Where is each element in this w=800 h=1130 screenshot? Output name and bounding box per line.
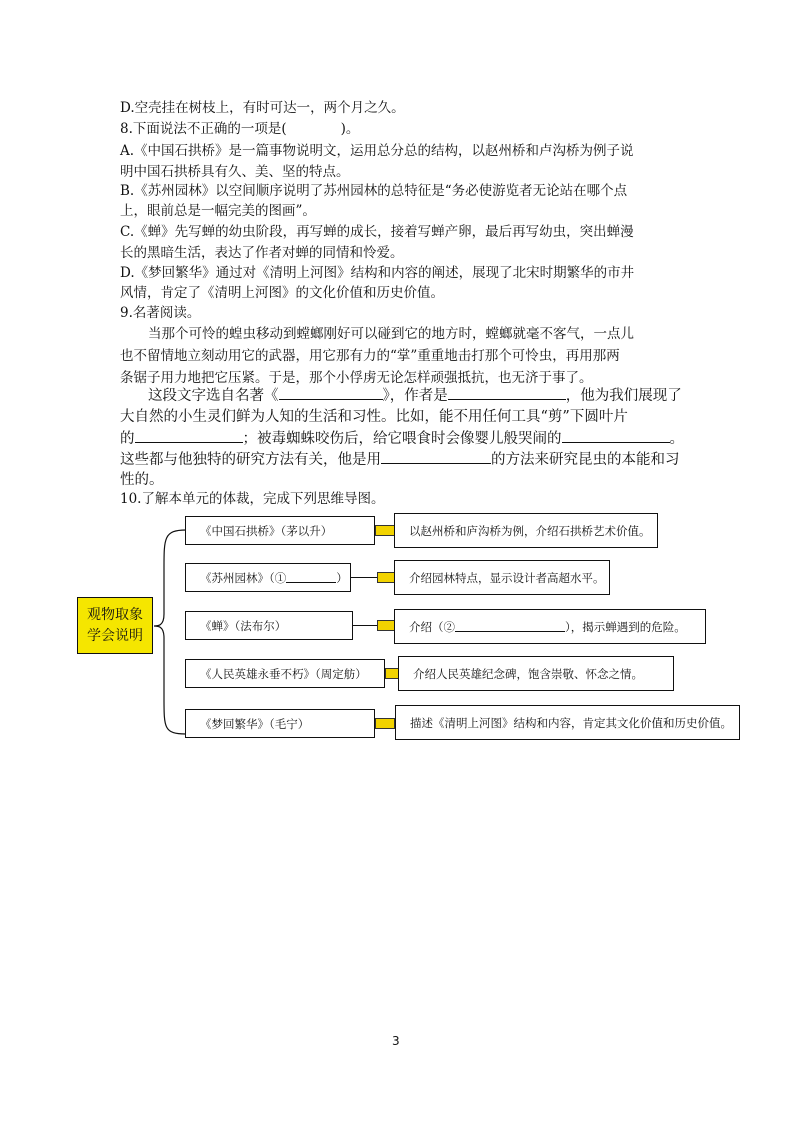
option-a-line1: A.《中国石拱桥》是一篇事物说明文，运用总分总的结构，以赵州桥和卢沟桥为例子说 bbox=[120, 143, 634, 159]
blank-method[interactable] bbox=[381, 449, 491, 464]
mindmap-desc-chan: 介绍（② ），揭示蝉遇到的危险。 bbox=[394, 609, 706, 644]
option-d2-line1: D.《梦回繁华》通过对《清明上河图》结构和内容的阐述，展现了北宋时期繁华的市井 bbox=[120, 265, 635, 281]
passage-line3: 条锯子用力地把它压紧。于是，那个小俘虏无论怎样顽强抵抗，也无济于事了。 bbox=[120, 370, 593, 386]
option-a-line2: 明中国石拱桥具有久、美、坚的特点。 bbox=[120, 164, 350, 180]
fill-line4: 这些都与他独特的研究方法有关，他是用 的方法来研究昆虫的本能和习 bbox=[120, 449, 680, 470]
mindmap-node-shigongqiao: 《中国石拱桥》（茅以升） bbox=[185, 516, 375, 545]
mindmap-desc-menghui: 描述《清明上河图》结构和内容，肯定其文化价值和历史价值。 bbox=[395, 705, 740, 740]
fill-line1: 这段文字选自名著《 》，作者是 ，他为我们展现了 bbox=[148, 385, 682, 406]
mindmap-node-renmin: 《人民英雄永垂不朽》（周定舫） bbox=[185, 659, 385, 688]
question-9: 9.名著阅读。 bbox=[120, 305, 201, 321]
blank-author[interactable] bbox=[448, 385, 566, 400]
blank-book-title[interactable] bbox=[279, 385, 383, 400]
mindmap-brace bbox=[150, 528, 190, 738]
mindmap-node-menghui: 《梦回繁华》（毛宁） bbox=[185, 709, 375, 738]
fill-line5: 性的。 bbox=[120, 472, 164, 488]
option-c-line2: 长的黑暗生活，表达了作者对蝉的同情和怜爱。 bbox=[120, 245, 404, 261]
mindmap-link bbox=[353, 625, 378, 626]
blank-insect-2[interactable] bbox=[562, 428, 670, 443]
mindmap-connector bbox=[375, 718, 395, 729]
mindmap-root: 观物取象 学会说明 bbox=[77, 597, 153, 654]
question-8: 8.下面说法不正确的一项是( )。 bbox=[120, 121, 360, 137]
option-d2-line2: 风情，肯定了《清明上河图》的文化价值和历史价值。 bbox=[120, 285, 444, 301]
mindmap-connector bbox=[375, 525, 395, 536]
blank-2[interactable] bbox=[455, 621, 565, 632]
page-number: 3 bbox=[392, 1034, 400, 1048]
mindmap-node-chan: 《蝉》（法布尔） bbox=[185, 611, 353, 640]
blank-1[interactable] bbox=[286, 572, 336, 583]
fill-line2: 大自然的小生灵们鲜为人知的生活和习性。比如，能不用任何工具“剪”下圆叶片 bbox=[120, 409, 628, 425]
option-d-text: D.空壳挂在树枝上，有时可达一，两个月之久。 bbox=[120, 100, 405, 116]
mindmap-link bbox=[351, 577, 378, 578]
passage-line2: 也不留情地立刻动用它的武器，用它那有力的“掌”重重地击打那个可怜虫，再用那两 bbox=[120, 348, 620, 364]
option-b-line1: B.《苏州园林》以空间顺序说明了苏州园林的总特征是“务必使游览者无论站在哪个点 bbox=[120, 183, 628, 199]
blank-insect-1[interactable] bbox=[135, 428, 243, 443]
fill-line3: 的 ；被毒蜘蛛咬伤后，给它喂食时会像婴儿般哭闹的 。 bbox=[120, 428, 684, 449]
option-b-line2: 上，眼前总是一幅完美的图画”。 bbox=[120, 203, 316, 219]
option-c-line1: C.《蝉》先写蝉的幼虫阶段，再写蝉的成长，接着写蝉产卵，最后再写幼虫，突出蝉漫 bbox=[120, 224, 634, 240]
passage-line1: 当那个可怜的蝗虫移动到螳螂刚好可以碰到它的地方时，螳螂就毫不客气，一点儿 bbox=[148, 326, 634, 342]
mindmap-node-suzhou: 《苏州园林》（① ） bbox=[185, 563, 351, 592]
mindmap-desc-shigongqiao: 以赵州桥和庐沟桥为例，介绍石拱桥艺术价值。 bbox=[394, 513, 658, 548]
mindmap-desc-suzhou: 介绍园林特点，显示设计者高超水平。 bbox=[394, 560, 610, 595]
question-10: 10.了解本单元的体裁，完成下列思维导图。 bbox=[120, 491, 385, 507]
mindmap-desc-renmin: 介绍人民英雄纪念碑，饱含崇敬、怀念之情。 bbox=[398, 656, 674, 691]
